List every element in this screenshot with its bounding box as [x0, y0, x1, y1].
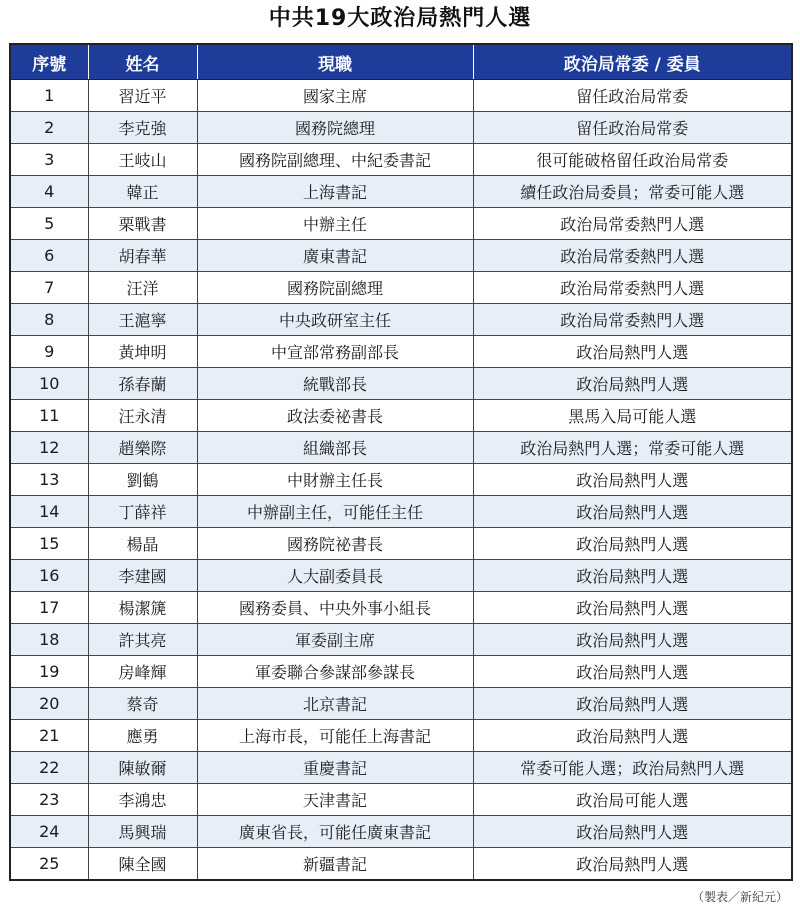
cell-position: 軍委聯合參謀部參謀長: [197, 656, 473, 688]
table-row: [10, 144, 792, 176]
table-row: [10, 112, 792, 144]
cell-position: 中辦主任: [197, 208, 473, 240]
cell-name: 習近平: [88, 80, 197, 112]
cell-status: 很可能破格留任政治局常委: [473, 144, 792, 176]
cell-number: 3: [10, 144, 88, 176]
cell-position: 北京書記: [197, 688, 473, 720]
cell-name: 韓正: [88, 176, 197, 208]
table-row: [10, 752, 792, 784]
cell-number: 5: [10, 208, 88, 240]
cell-position: 天津書記: [197, 784, 473, 816]
table-row: [10, 688, 792, 720]
cell-name: 趙樂際: [88, 432, 197, 464]
cell-status: 政治局熱門人選: [473, 720, 792, 752]
cell-name: 楊晶: [88, 528, 197, 560]
cell-number: 15: [10, 528, 88, 560]
cell-status: 政治局熱門人選: [473, 656, 792, 688]
cell-status: 續任政治局委員；常委可能人選: [473, 176, 792, 208]
table-row: [10, 208, 792, 240]
cell-name: 馬興瑞: [88, 816, 197, 848]
cell-name: 汪洋: [88, 272, 197, 304]
table-row: [10, 336, 792, 368]
table-row: [10, 784, 792, 816]
cell-position: 國家主席: [197, 80, 473, 112]
cell-number: 25: [10, 848, 88, 881]
cell-number: 24: [10, 816, 88, 848]
table-row: [10, 624, 792, 656]
table-row: [10, 400, 792, 432]
cell-number: 14: [10, 496, 88, 528]
cell-name: 孫春蘭: [88, 368, 197, 400]
cell-name: 房峰輝: [88, 656, 197, 688]
column-header-status: 政治局常委 / 委員: [473, 44, 792, 80]
cell-status: 留任政治局常委: [473, 112, 792, 144]
table-container: [9, 43, 791, 881]
table-header: [10, 44, 792, 80]
cell-name: 丁薛祥: [88, 496, 197, 528]
table-row: [10, 80, 792, 112]
cell-status: 留任政治局常委: [473, 80, 792, 112]
cell-number: 13: [10, 464, 88, 496]
cell-name: 許其亮: [88, 624, 197, 656]
cell-status: 政治局可能人選: [473, 784, 792, 816]
table-row: [10, 368, 792, 400]
cell-number: 20: [10, 688, 88, 720]
table-body: [10, 80, 792, 881]
table-row: [10, 496, 792, 528]
cell-name: 劉鶴: [88, 464, 197, 496]
cell-name: 胡春華: [88, 240, 197, 272]
header-row: [10, 44, 792, 80]
cell-name: 應勇: [88, 720, 197, 752]
cell-number: 2: [10, 112, 88, 144]
table-row: [10, 560, 792, 592]
candidates-table: [9, 43, 793, 881]
cell-status: 政治局熱門人選；常委可能人選: [473, 432, 792, 464]
cell-status: 黑馬入局可能人選: [473, 400, 792, 432]
cell-position: 統戰部長: [197, 368, 473, 400]
cell-name: 李克強: [88, 112, 197, 144]
cell-name: 黃坤明: [88, 336, 197, 368]
cell-name: 李鴻忠: [88, 784, 197, 816]
credit-note: （製表／新紀元）: [691, 890, 788, 904]
cell-position: 國務院祕書長: [197, 528, 473, 560]
cell-position: 中宣部常務副部長: [197, 336, 473, 368]
table-row: [10, 272, 792, 304]
cell-number: 8: [10, 304, 88, 336]
cell-name: 栗戰書: [88, 208, 197, 240]
cell-number: 21: [10, 720, 88, 752]
cell-position: 國務院副總理: [197, 272, 473, 304]
cell-number: 22: [10, 752, 88, 784]
cell-position: 重慶書記: [197, 752, 473, 784]
cell-number: 16: [10, 560, 88, 592]
cell-number: 23: [10, 784, 88, 816]
cell-number: 6: [10, 240, 88, 272]
cell-position: 政法委祕書長: [197, 400, 473, 432]
cell-position: 國務院副總理、中紀委書記: [197, 144, 473, 176]
cell-name: 陳全國: [88, 848, 197, 881]
cell-status: 政治局熱門人選: [473, 816, 792, 848]
cell-status: 政治局熱門人選: [473, 496, 792, 528]
cell-position: 組織部長: [197, 432, 473, 464]
table-row: [10, 592, 792, 624]
cell-status: 政治局常委熱門人選: [473, 304, 792, 336]
cell-status: 政治局熱門人選: [473, 848, 792, 881]
cell-number: 4: [10, 176, 88, 208]
table-row: [10, 848, 792, 881]
column-header-number: 序號: [10, 44, 88, 80]
cell-status: 政治局熱門人選: [473, 592, 792, 624]
cell-number: 19: [10, 656, 88, 688]
table-row: [10, 240, 792, 272]
cell-position: 上海市長，可能任上海書記: [197, 720, 473, 752]
cell-number: 9: [10, 336, 88, 368]
cell-name: 蔡奇: [88, 688, 197, 720]
cell-name: 李建國: [88, 560, 197, 592]
cell-status: 政治局熱門人選: [473, 368, 792, 400]
cell-position: 國務委員、中央外事小組長: [197, 592, 473, 624]
cell-status: 政治局常委熱門人選: [473, 208, 792, 240]
page-title: 中共19大政治局熱門人選: [268, 6, 532, 31]
table-row: [10, 656, 792, 688]
table-row: [10, 720, 792, 752]
cell-status: 政治局熱門人選: [473, 464, 792, 496]
cell-position: 國務院總理: [197, 112, 473, 144]
cell-number: 11: [10, 400, 88, 432]
cell-position: 上海書記: [197, 176, 473, 208]
cell-name: 王滬寧: [88, 304, 197, 336]
cell-number: 12: [10, 432, 88, 464]
cell-status: 政治局熱門人選: [473, 560, 792, 592]
table-row: [10, 528, 792, 560]
table-row: [10, 304, 792, 336]
cell-position: 新疆書記: [197, 848, 473, 881]
cell-status: 政治局常委熱門人選: [473, 272, 792, 304]
cell-position: 中財辦主任長: [197, 464, 473, 496]
cell-position: 廣東省長，可能任廣東書記: [197, 816, 473, 848]
cell-number: 18: [10, 624, 88, 656]
table-row: [10, 816, 792, 848]
cell-status: 政治局熱門人選: [473, 624, 792, 656]
cell-status: 政治局熱門人選: [473, 336, 792, 368]
cell-number: 17: [10, 592, 88, 624]
cell-name: 王岐山: [88, 144, 197, 176]
cell-position: 中央政研室主任: [197, 304, 473, 336]
cell-position: 廣東書記: [197, 240, 473, 272]
cell-name: 楊潔篪: [88, 592, 197, 624]
table-row: [10, 432, 792, 464]
cell-name: 汪永清: [88, 400, 197, 432]
cell-status: 政治局常委熱門人選: [473, 240, 792, 272]
cell-position: 軍委副主席: [197, 624, 473, 656]
cell-name: 陳敏爾: [88, 752, 197, 784]
cell-status: 政治局熱門人選: [473, 528, 792, 560]
table-row: [10, 176, 792, 208]
cell-number: 10: [10, 368, 88, 400]
cell-status: 政治局熱門人選: [473, 688, 792, 720]
cell-position: 中辦副主任，可能任主任: [197, 496, 473, 528]
table-row: [10, 464, 792, 496]
column-header-position: 現職: [197, 44, 473, 80]
cell-status: 常委可能人選；政治局熱門人選: [473, 752, 792, 784]
cell-number: 7: [10, 272, 88, 304]
cell-number: 1: [10, 80, 88, 112]
column-header-name: 姓名: [88, 44, 197, 80]
cell-position: 人大副委員長: [197, 560, 473, 592]
